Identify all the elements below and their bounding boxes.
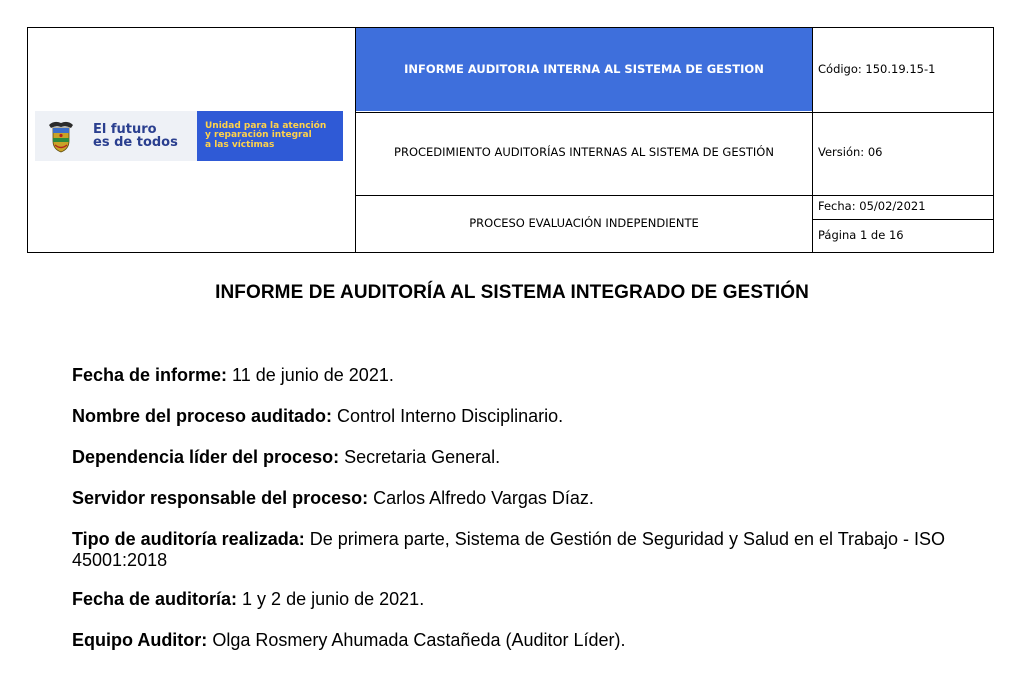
crest-container: [35, 111, 87, 161]
field-fecha-auditoria: [72, 589, 972, 610]
field-value: De primera parte, Sistema de Gestión de Seguridad y Salud en el Trabajo - ISO 45001:2018: [72, 529, 946, 570]
field-value: 11 de junio de 2021.: [227, 365, 394, 385]
header-version: Versión: 06: [818, 145, 883, 160]
field-label: Nombre del proceso auditado:: [72, 406, 333, 426]
header-fecha: Fecha: 05/02/2021: [818, 198, 926, 213]
field-equipo-auditor: [72, 630, 972, 651]
field-servidor-responsable: [72, 488, 972, 509]
field-value: Carlos Alfredo Vargas Díaz.: [368, 488, 594, 508]
header-process: PROCESO EVALUACIÓN INDEPENDIENTE: [469, 215, 699, 230]
field-label: Servidor responsable del proceso:: [72, 488, 369, 508]
field-label: Fecha de auditoría:: [72, 589, 238, 609]
header-top-title: INFORME AUDITORIA INTERNA AL SISTEMA DE GESTION: [356, 28, 812, 111]
slogan: [87, 111, 197, 161]
slogan-line: es de todos: [93, 135, 178, 150]
institution-logo: [35, 111, 343, 161]
unit-line: a las víctimas: [205, 139, 275, 150]
unit-name: [197, 111, 343, 161]
document-title: INFORME DE AUDITORÍA AL SISTEMA INTEGRADO DE GESTIÓN: [215, 282, 809, 303]
field-label: Dependencia líder del proceso:: [72, 447, 340, 467]
unit-line: y reparación integral: [205, 130, 312, 141]
field-value: Olga Rosmery Ahumada Castañeda (Auditor Líder).: [207, 630, 626, 650]
field-fecha-informe: [72, 365, 972, 386]
field-value: Secretaria General.: [339, 447, 501, 467]
header-pagina: Página 1 de 16: [818, 227, 904, 242]
field-value: 1 y 2 de junio de 2021.: [237, 589, 425, 609]
field-dependencia-lider: [72, 447, 972, 468]
slogan-line: El futuro: [93, 122, 157, 137]
field-tipo-auditoria: [72, 529, 972, 571]
field-proceso-auditado: [72, 406, 972, 427]
field-value: Control Interno Disciplinario.: [332, 406, 564, 426]
field-label: Tipo de auditoría realizada:: [72, 529, 305, 549]
unit-line: Unidad para la atención: [205, 120, 327, 131]
field-label: Equipo Auditor:: [72, 630, 208, 650]
colombia-coat-of-arms-icon: [46, 119, 76, 153]
field-label: Fecha de informe:: [72, 365, 228, 385]
header-codigo: Código: 150.19.15-1: [818, 61, 936, 76]
report-fields: [72, 365, 972, 671]
header-procedure: PROCEDIMIENTO AUDITORÍAS INTERNAS AL SISTEMA DE GESTIÓN: [394, 145, 774, 160]
